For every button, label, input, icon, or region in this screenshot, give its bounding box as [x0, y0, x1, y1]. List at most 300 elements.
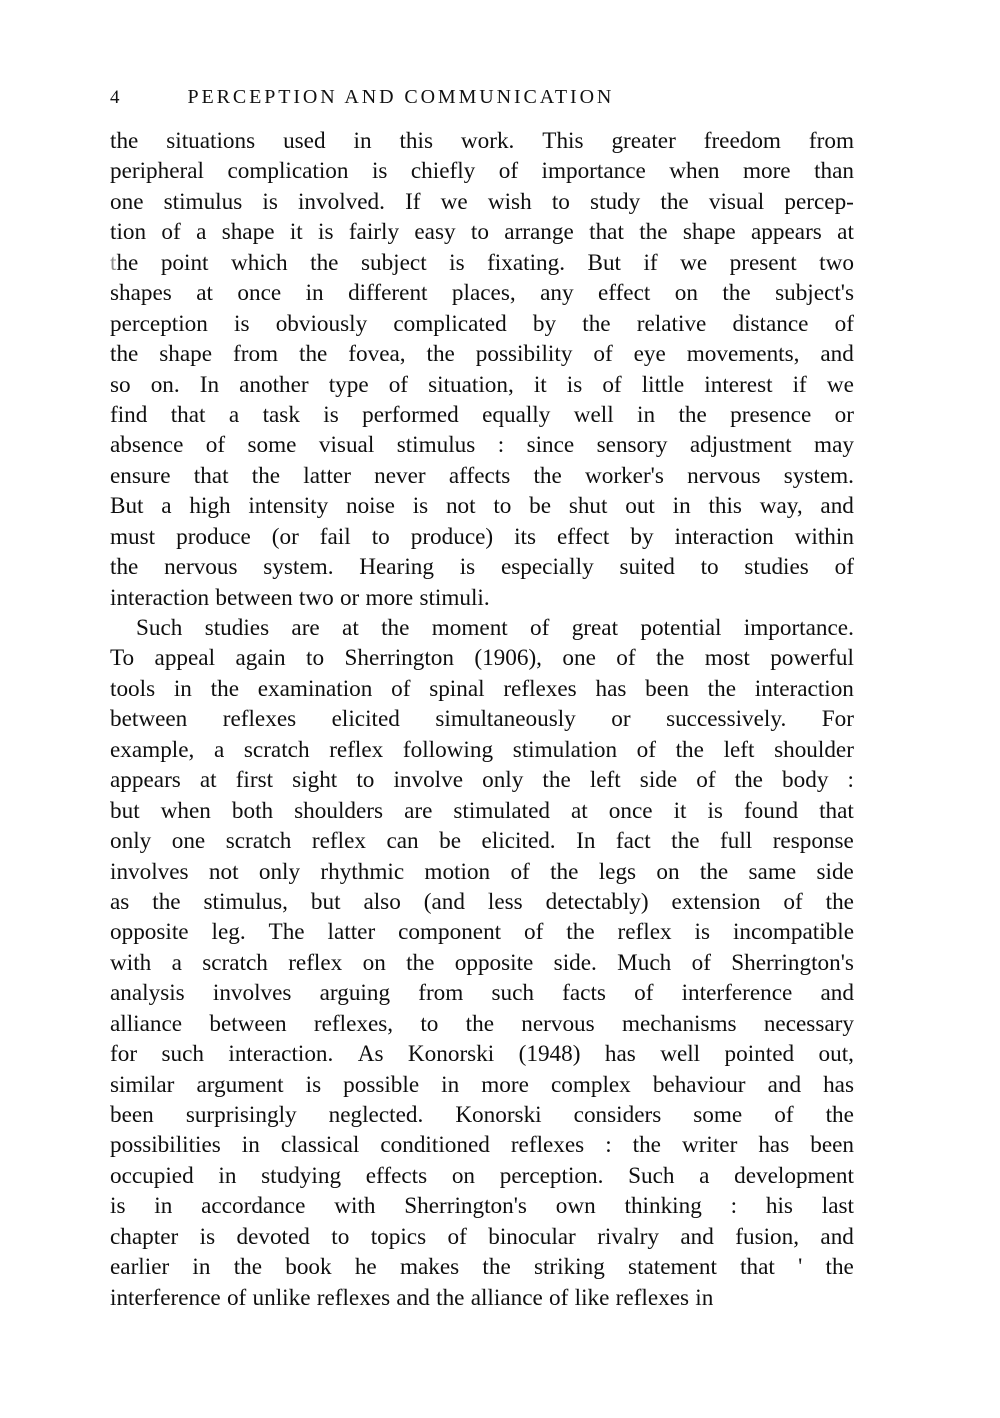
word: devoted — [236, 1223, 310, 1250]
word: reflex — [311, 828, 366, 855]
word: side. — [553, 949, 597, 976]
word: of — [510, 858, 530, 885]
word: the — [639, 219, 668, 246]
word: two — [819, 249, 854, 276]
word: at — [199, 767, 217, 794]
word: interaction — [754, 675, 854, 702]
word: the — [426, 341, 455, 368]
text-line — [110, 826, 854, 856]
word: noise — [345, 493, 395, 520]
word: adjustment — [689, 432, 792, 459]
word: reflexes — [510, 1132, 585, 1159]
word: out — [625, 493, 655, 520]
word: pointed — [724, 1041, 795, 1068]
word: to — [356, 767, 375, 794]
word: motion — [424, 858, 491, 885]
word: : — [497, 432, 505, 459]
word: interaction — [674, 523, 774, 550]
word: and — [820, 980, 854, 1007]
word: the — [110, 554, 139, 581]
word: stimulus — [396, 432, 476, 459]
word: appears — [751, 219, 822, 246]
word: involved. — [297, 188, 385, 215]
word: effects — [365, 1162, 428, 1189]
faded-glyph: t — [110, 249, 117, 276]
word: present — [729, 249, 797, 276]
word: in — [637, 401, 656, 428]
word: is — [305, 1071, 322, 1098]
word: is — [694, 919, 711, 946]
word: example, — [110, 736, 195, 763]
word: little — [641, 371, 685, 398]
word: are — [404, 797, 433, 824]
word: full — [720, 828, 753, 855]
word: : — [847, 767, 854, 794]
word: arrange — [504, 219, 574, 246]
word: own — [555, 1193, 596, 1220]
word: to — [470, 219, 489, 246]
word: fail — [319, 523, 351, 550]
word: response — [772, 828, 854, 855]
word: rhythmic — [320, 858, 405, 885]
word: when — [669, 158, 720, 185]
word: shoulders — [294, 797, 384, 824]
word: has — [604, 1041, 636, 1068]
word: reflexes — [316, 1284, 391, 1311]
word: visual — [318, 432, 375, 459]
word: for — [110, 1041, 138, 1068]
word: one — [171, 828, 206, 855]
word: of — [696, 767, 716, 794]
word: once — [608, 797, 653, 824]
word: moment — [431, 615, 508, 641]
word: its — [514, 523, 537, 550]
word: the — [381, 615, 410, 641]
word: the — [671, 828, 700, 855]
text-line — [110, 156, 854, 186]
word: extension — [671, 888, 761, 915]
word: alliance — [110, 1010, 183, 1037]
running-head: PERCEPTION AND COMMUNICATION — [187, 86, 615, 108]
word: possible — [343, 1071, 420, 1098]
text-line — [110, 643, 854, 673]
word: the — [542, 767, 571, 794]
word: by — [630, 523, 654, 550]
word: in — [695, 1284, 714, 1311]
word: Such — [628, 1162, 675, 1189]
word: we — [826, 371, 854, 398]
word: chapter — [110, 1223, 179, 1250]
word: produce) — [410, 523, 494, 550]
word: same — [748, 858, 797, 885]
page-header — [110, 84, 852, 110]
word: more — [481, 1071, 529, 1098]
word: on. — [150, 371, 180, 398]
word: importance — [541, 158, 646, 185]
word: it — [673, 797, 687, 824]
word: argument — [196, 1071, 284, 1098]
word: striking — [533, 1254, 605, 1281]
word: left — [723, 736, 755, 763]
word: of — [226, 1284, 247, 1311]
word: from — [418, 980, 464, 1007]
word: last — [821, 1193, 854, 1220]
text-line — [110, 370, 854, 400]
word: once — [237, 280, 282, 307]
word: only — [482, 767, 524, 794]
word: the — [110, 249, 139, 276]
word: of — [774, 1102, 794, 1128]
word: the — [533, 462, 562, 489]
word: and — [820, 341, 854, 368]
text-line — [110, 1191, 854, 1221]
text-line — [110, 491, 854, 521]
word: studies — [204, 615, 270, 641]
word: latter — [303, 462, 351, 489]
word: the — [825, 888, 854, 915]
word: a — [228, 401, 240, 428]
word: a — [213, 736, 225, 763]
word: of — [391, 675, 411, 702]
word: elicited — [331, 706, 400, 733]
word: in — [441, 1071, 460, 1098]
word: than — [814, 158, 854, 185]
word: interaction — [110, 584, 210, 611]
word: found — [743, 797, 799, 824]
word: interference — [681, 980, 793, 1007]
text-line — [110, 126, 854, 156]
word: since — [526, 432, 575, 459]
word: if — [643, 249, 658, 276]
word: subject — [360, 249, 427, 276]
word: behaviour — [652, 1071, 746, 1098]
word: shape — [159, 341, 213, 368]
word: nervous — [687, 462, 761, 489]
text-line — [110, 735, 854, 765]
word: of — [161, 219, 181, 246]
word: reflexes, — [313, 1010, 394, 1037]
word: in — [353, 128, 372, 154]
word: such — [161, 1041, 204, 1068]
word: only — [258, 858, 301, 885]
word: complication — [227, 158, 349, 185]
word: involves — [212, 980, 292, 1007]
word: stimulated — [453, 797, 550, 824]
word: the — [566, 919, 595, 946]
word: is — [371, 158, 388, 185]
word: incompatible — [732, 919, 854, 946]
word: development — [734, 1162, 854, 1189]
word: intensity — [248, 493, 329, 520]
word: easy — [414, 219, 456, 246]
word: reflex — [329, 736, 384, 763]
word: alliance — [470, 1284, 543, 1311]
word: are — [291, 615, 320, 641]
word: has — [758, 1132, 790, 1159]
word: the — [675, 736, 704, 763]
word: a — [196, 219, 207, 246]
text-line — [110, 674, 854, 704]
text-line — [110, 461, 854, 491]
word: In — [199, 371, 220, 398]
word: and — [820, 1223, 854, 1250]
word: Sherrington's — [404, 1193, 527, 1220]
word: most — [704, 645, 750, 672]
word: accordance — [201, 1193, 306, 1220]
word: of — [783, 888, 803, 915]
word: scratch — [202, 949, 268, 976]
word: relative — [636, 310, 707, 337]
word: of — [636, 736, 656, 763]
word: movements, — [686, 341, 800, 368]
word: In — [576, 828, 596, 855]
word: topics — [370, 1223, 427, 1250]
word: way, — [759, 493, 803, 520]
word: by — [532, 310, 557, 337]
word: that — [819, 797, 854, 824]
word: but — [110, 797, 140, 824]
word: may — [814, 432, 854, 459]
word: occupied — [110, 1162, 194, 1189]
word: performed — [362, 401, 459, 428]
word: distance — [732, 310, 809, 337]
word: within — [794, 523, 854, 550]
word: obviously — [275, 310, 368, 337]
word: not — [208, 858, 239, 885]
word: on — [656, 858, 680, 885]
word: fixating. — [487, 249, 565, 276]
word: successively. — [666, 706, 787, 733]
word: : — [730, 1193, 738, 1220]
word: involves — [110, 858, 189, 885]
word: shut — [568, 493, 608, 520]
word: more — [365, 584, 414, 611]
word: like — [574, 1284, 610, 1311]
word: If — [405, 188, 421, 215]
word: of — [205, 432, 226, 459]
text-line — [110, 552, 854, 582]
word: well — [660, 1041, 701, 1068]
word: system. — [783, 462, 854, 489]
word: book — [285, 1254, 332, 1281]
word: complicated — [393, 310, 507, 337]
word: on — [362, 949, 386, 976]
word: considers — [573, 1102, 662, 1128]
word: Much — [617, 949, 672, 976]
word: been — [645, 675, 689, 702]
word: both — [231, 797, 274, 824]
word: of — [498, 158, 519, 185]
word: reflexes — [503, 675, 577, 702]
word: mechanisms — [621, 1010, 737, 1037]
word: Konorski — [407, 1041, 495, 1068]
word: of — [834, 310, 854, 337]
word: scratch — [225, 828, 292, 855]
word: point — [160, 249, 209, 276]
word: used — [283, 128, 326, 154]
word: importance. — [743, 615, 854, 641]
text-line — [110, 278, 854, 308]
word: the — [699, 858, 729, 885]
text-line — [110, 917, 854, 947]
word: of — [602, 371, 622, 398]
word: Such — [136, 615, 183, 641]
word: presence — [730, 401, 812, 428]
word: sensory — [596, 432, 668, 459]
word: (1948) — [518, 1041, 581, 1068]
word: the — [310, 249, 339, 276]
word: the — [152, 888, 181, 915]
word: any — [540, 280, 574, 307]
word: study — [590, 188, 641, 215]
word: worker's — [585, 462, 664, 489]
word: his — [765, 1193, 793, 1220]
word: fovea, — [348, 341, 406, 368]
word: shape — [682, 219, 736, 246]
word: Sherrington — [344, 645, 454, 672]
word: statement — [628, 1254, 717, 1281]
word: is — [449, 249, 465, 276]
text-line — [110, 217, 854, 247]
text-line — [110, 1161, 854, 1191]
word: fusion, — [735, 1223, 800, 1250]
word: especially — [500, 554, 594, 581]
word: work. — [460, 128, 515, 154]
word: involve — [393, 767, 464, 794]
word: nervous — [521, 1010, 595, 1037]
word: the — [210, 675, 239, 702]
word: from — [233, 341, 279, 368]
word: it — [533, 371, 547, 398]
text-line — [110, 1130, 854, 1160]
word: opposite — [454, 949, 534, 976]
word: that — [170, 401, 206, 428]
word: well — [573, 401, 614, 428]
word: such — [491, 980, 534, 1007]
word: For — [821, 706, 854, 733]
word: at — [342, 615, 359, 641]
word: stimulation — [512, 736, 618, 763]
page-number: 4 — [110, 87, 120, 108]
word: stimuli. — [419, 584, 490, 611]
word: in — [241, 1132, 260, 1159]
word: be — [439, 828, 462, 855]
word: the — [678, 401, 707, 428]
text-line — [110, 430, 854, 460]
word: is — [323, 401, 339, 428]
word: of — [549, 1284, 569, 1311]
word: detectably) — [545, 888, 649, 915]
word: the — [436, 1284, 465, 1311]
word: stimulus, — [203, 888, 288, 915]
word: the — [482, 1254, 511, 1281]
word: a — [699, 1162, 710, 1189]
word: some — [693, 1102, 743, 1128]
word: the — [825, 1254, 854, 1281]
word: system. — [263, 554, 334, 581]
word: side — [639, 767, 678, 794]
word: is — [707, 797, 723, 824]
word: in — [305, 280, 324, 307]
word: the — [110, 341, 139, 368]
word: possibilities — [110, 1132, 221, 1159]
text-line — [110, 613, 854, 643]
word: in — [154, 1193, 173, 1220]
word: effect — [557, 523, 610, 550]
word: if — [792, 371, 807, 398]
word: wish — [487, 188, 532, 215]
text-line — [110, 583, 854, 613]
text-line — [110, 1222, 854, 1252]
word: reflexes — [222, 706, 297, 733]
word: again — [235, 645, 286, 672]
text-line — [110, 1039, 854, 1069]
word: of — [616, 645, 636, 672]
word: first — [235, 767, 274, 794]
text-line — [110, 522, 854, 552]
word: a — [171, 949, 182, 976]
word: and — [767, 1071, 802, 1098]
word: find — [110, 401, 148, 428]
word: appeal — [154, 645, 216, 672]
word: the — [660, 188, 689, 215]
word: in — [218, 1162, 237, 1189]
text-line — [110, 1283, 854, 1313]
word: Sherrington's — [731, 949, 854, 976]
word: is — [412, 493, 429, 520]
word: perception. — [499, 1162, 604, 1189]
word: at — [196, 280, 213, 307]
word: scratch — [243, 736, 310, 763]
word: left — [589, 767, 621, 794]
word: sight — [292, 767, 338, 794]
text-line — [110, 1252, 854, 1282]
word: Konorski — [455, 1102, 542, 1128]
word: high — [189, 493, 231, 520]
text-line — [110, 765, 854, 795]
word: that — [740, 1254, 775, 1281]
word: is — [199, 1223, 216, 1250]
word: so — [110, 371, 131, 398]
word: writer — [681, 1132, 738, 1159]
word: but — [310, 888, 341, 915]
word: type — [328, 371, 369, 398]
word: latter — [327, 919, 376, 946]
word: is — [566, 371, 583, 398]
word: This — [542, 128, 584, 154]
word: or — [611, 706, 631, 733]
word: or — [834, 401, 854, 428]
word: : — [605, 1132, 612, 1159]
word: tools — [110, 675, 156, 702]
word: the — [655, 645, 685, 672]
word: at — [837, 219, 854, 246]
word: it — [289, 219, 303, 246]
word: places, — [451, 280, 516, 307]
word: has — [595, 675, 627, 702]
word: two — [298, 584, 334, 611]
word: greater — [611, 128, 676, 154]
word: body — [782, 767, 829, 794]
word: reflexes — [615, 1284, 690, 1311]
word: be — [529, 493, 552, 520]
word: to — [420, 1010, 439, 1037]
word: of — [593, 341, 613, 368]
word: of — [530, 615, 550, 641]
word: when — [160, 797, 211, 824]
word: and — [820, 493, 854, 520]
word: at — [571, 797, 588, 824]
